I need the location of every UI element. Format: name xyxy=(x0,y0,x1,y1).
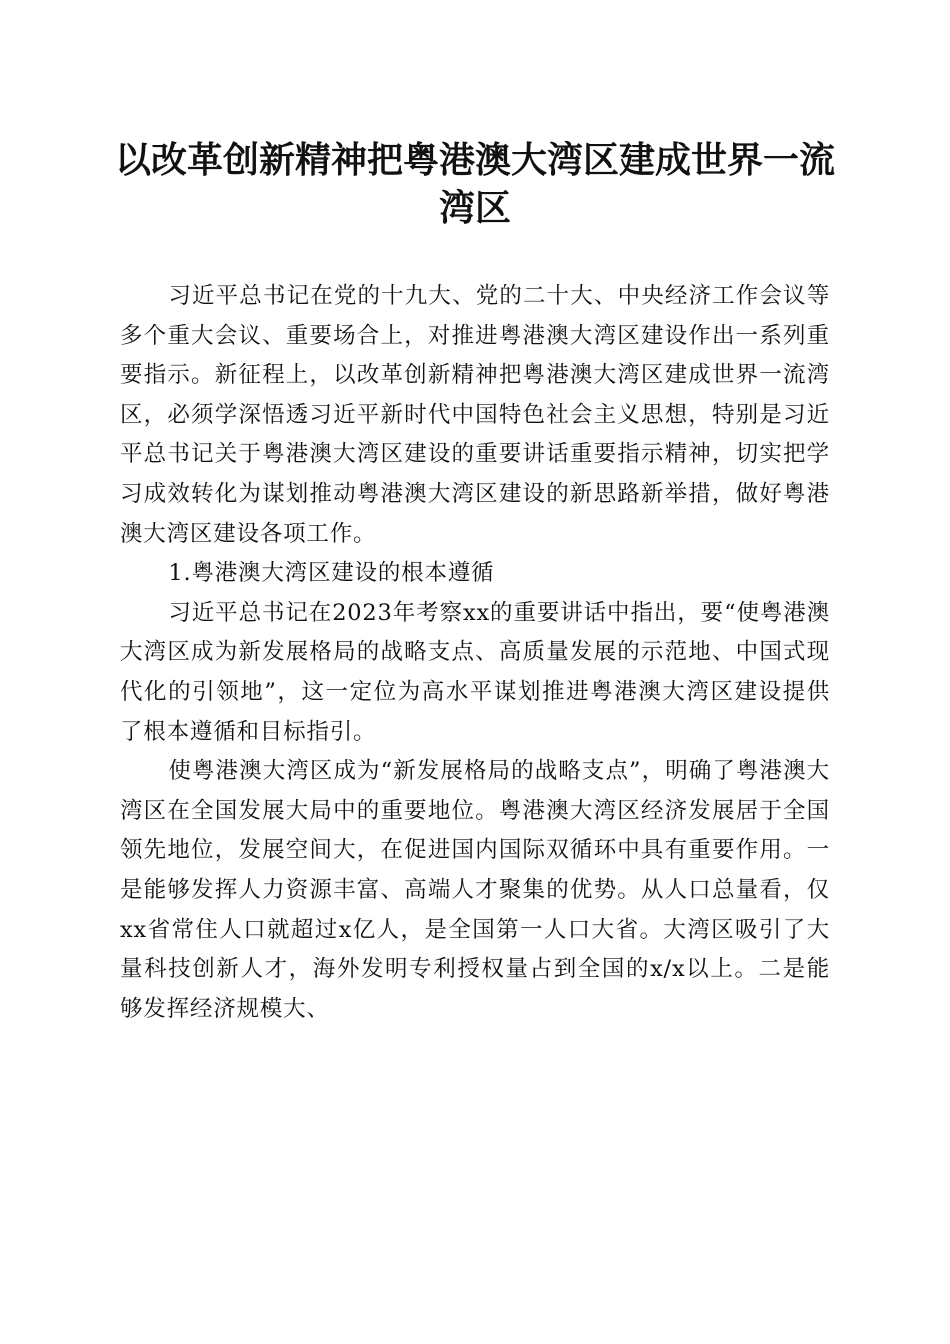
paragraph-strategic-pivot: 使粤港澳大湾区成为“新发展格局的战略支点”，明确了粤港澳大湾区在全国发展大局中的重要地位。粤港澳大湾区经济发展居于全国领先地位，发展空间大，在促进国内国际双循环中具有重要作用。一是能够发挥人力资源丰富、高端人才聚集的优势。从人口总量看，仅xx省常住人口就超过x亿人，是全国第一人口大省。大湾区吸引了大量科技创新人才，海外发明专利授权量占到全国的x/x以上。二是能够发挥经济规模大、 xyxy=(120,758,830,1022)
paragraph-intro: 习近平总书记在党的十九大、党的二十大、中央经济工作会议等多个重大会议、重要场合上，对推进粤港澳大湾区建设作出一系列重要指示。新征程上，以改革创新精神把粤港澳大湾区建成世界一流湾区，必须学深悟透习近平新时代中国特色社会主义思想，特别是习近平总书记关于粤港澳大湾区建设的重要讲话重要指示精神，切实把学习成效转化为谋划推动粤港澳大湾区建设的新思路新举措，做好粤港澳大湾区建设各项工作。 xyxy=(120,283,830,547)
section-heading: 1.粤港澳大湾区建设的根本遵循 xyxy=(168,560,495,587)
document-title: 以改革创新精神把粤港澳大湾区建成世界一流湾区 xyxy=(114,139,835,229)
paragraph-guidance: 习近平总书记在2023年考察xx的重要讲话中指出，要“使粤港澳大湾区成为新发展格局的战略支点、高质量发展的示范地、中国式现代化的引领地”，这一定位为高水平谋划推进粤港澳大湾区建设提供了根本遵循和目标指引。 xyxy=(120,599,830,745)
document-body xyxy=(120,277,830,1029)
